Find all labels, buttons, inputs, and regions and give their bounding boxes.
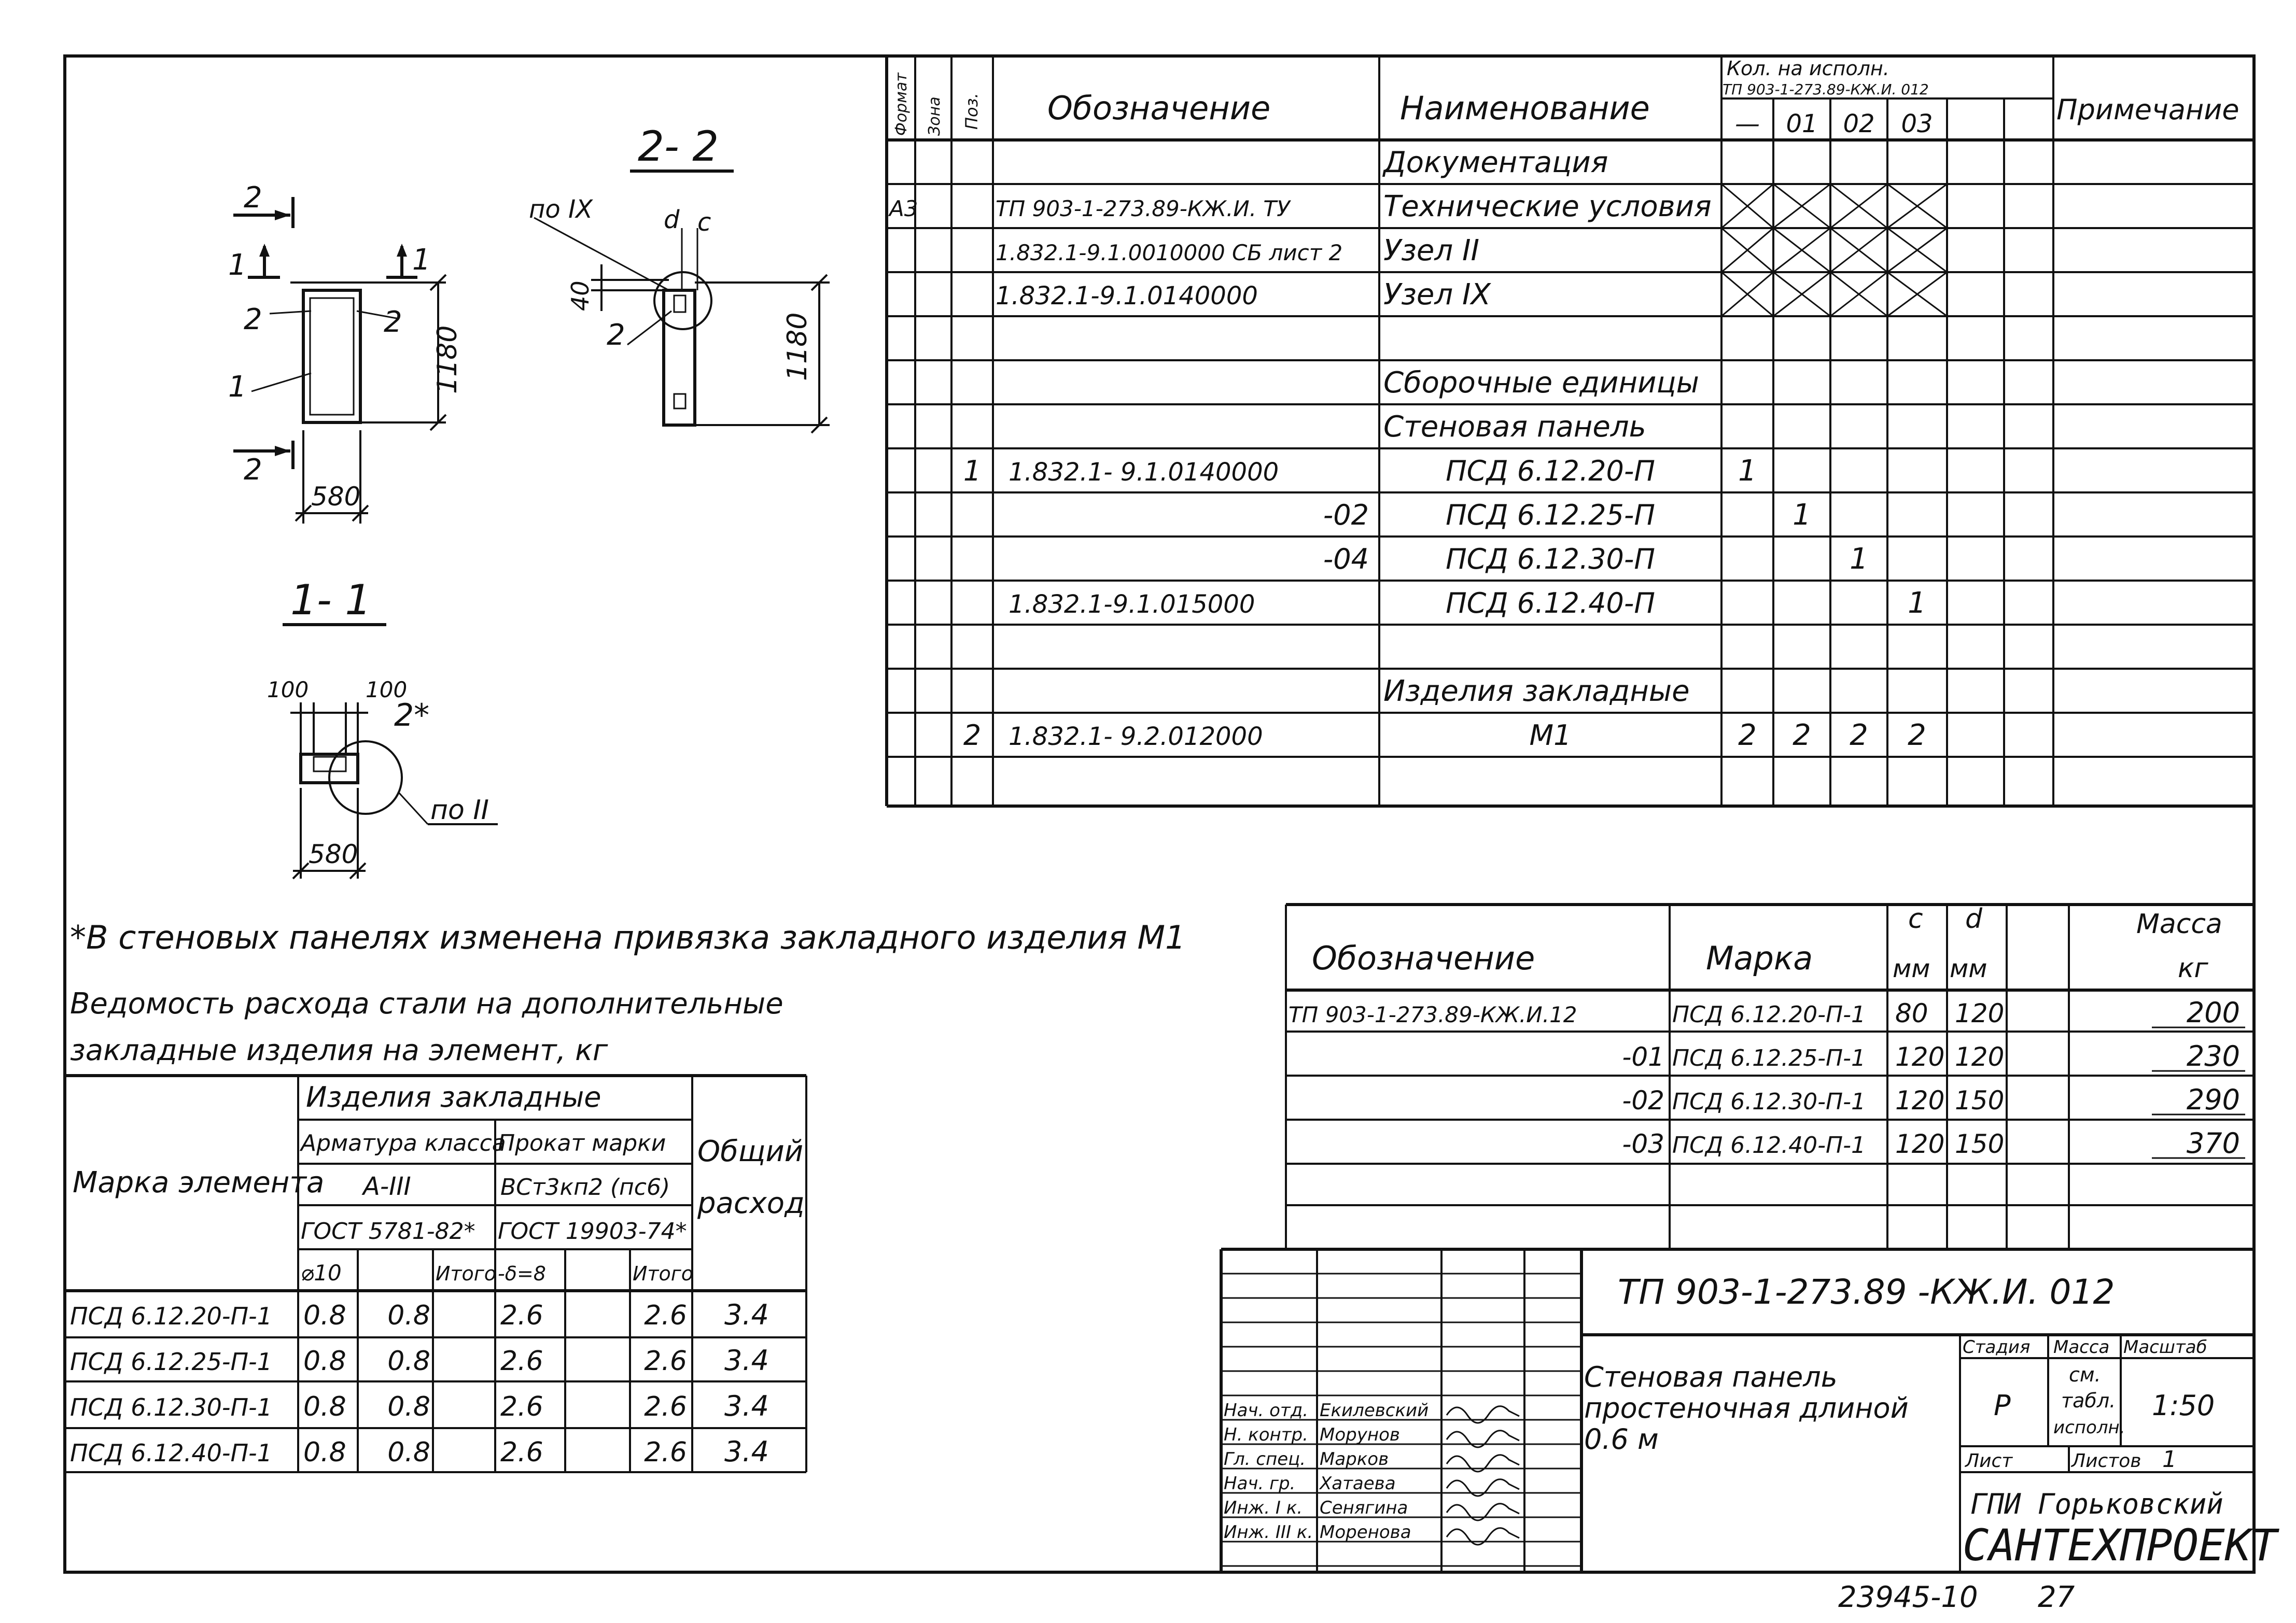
stamp-mass-2: табл. (2061, 1389, 2116, 1412)
section-2-2-title: 2- 2 (638, 122, 719, 171)
signer-role: Инж. I к. (1224, 1498, 1303, 1518)
steel-h-total-1: Итого (436, 1262, 497, 1285)
marks-row-d: 120 (1955, 998, 2005, 1028)
steel-row-sum: 3.4 (724, 1344, 769, 1377)
spec-row-name: Стеновая панель (1383, 410, 1646, 444)
steel-row-mark: ПСД 6.12.40-П-1 (70, 1439, 272, 1467)
steel-row-total-1: 0.8 (387, 1346, 430, 1377)
steel-row-sum: 3.4 (724, 1435, 769, 1468)
marker-2-bottom: 2 (244, 453, 262, 487)
steel-row-d8: 2.6 (500, 1300, 543, 1331)
marks-row-mark: ПСД 6.12.30-П-1 (1672, 1089, 1866, 1115)
signer-role: Нач. гр. (1224, 1473, 1296, 1494)
dim-1180-section: 1180 (782, 312, 813, 381)
marks-row-designation: -02 (1622, 1085, 1664, 1116)
marks-h-des: Обозначение (1312, 939, 1535, 977)
stamp-h-sheets: Листов (2071, 1450, 2141, 1472)
spec-row-name: Узел II (1383, 234, 1479, 267)
panel-front-view (228, 181, 463, 524)
stamp-h-scale: Масштаб (2123, 1337, 2207, 1358)
spec-row-qty: 2 (1908, 718, 1926, 752)
marks-h-c: c (1908, 904, 1923, 935)
spec-row-designation: -04 (1323, 543, 1369, 575)
spec-h-qty2: ТП 903-1-273.89-КЖ.И. 012 (1723, 81, 1929, 98)
signer-name: Сенягина (1320, 1498, 1408, 1518)
marks-row-mark: ПСД 6.12.25-П-1 (1672, 1045, 1866, 1071)
steel-h-rolled-gost: ГОСТ 19903-74* (498, 1218, 687, 1245)
steel-row-d10: 0.8 (303, 1300, 346, 1331)
spec-h-designation: Обозначение (1047, 89, 1271, 127)
dim-40: 40 (566, 280, 594, 311)
steel-h-rolled-grade: ВСт3кп2 (пс6) (500, 1174, 670, 1201)
steel-h-total-2: Итого (633, 1262, 694, 1285)
steel-title-1: Ведомость расхода стали на дополнительные (70, 987, 783, 1021)
steel-h-rebar: Арматура класса (301, 1130, 506, 1156)
steel-h-rebar-gost: ГОСТ 5781-82* (301, 1218, 475, 1245)
spec-row-name: Узел IX (1383, 278, 1491, 312)
marks-h-d-unit: мм (1950, 954, 1987, 983)
spec-row-qty: 1 (1908, 586, 1926, 620)
spec-row-designation: 1.832.1-9.1.0140000 (996, 281, 1258, 311)
stamp-org-2: САНТЕХПРОЕКТ (1963, 1520, 2277, 1571)
signer-name: Хатаева (1320, 1473, 1396, 1494)
signer-role: Инж. III к. (1224, 1522, 1313, 1543)
spec-row-name: Сборочные единицы (1383, 366, 1699, 400)
spec-h-zone: Зона (926, 96, 944, 136)
marks-h-d: d (1965, 904, 1983, 935)
signer-role: Гл. спец. (1224, 1449, 1306, 1470)
steel-title-2: закладные изделия на элемент, кг (70, 1034, 608, 1067)
steel-row-sum: 3.4 (724, 1299, 769, 1331)
marks-row-designation: ТП 903-1-273.89-КЖ.И.12 (1289, 1002, 1577, 1027)
spec-row-name: ПСД 6.12.25-П (1446, 499, 1655, 531)
marks-row-mass: 230 (2186, 1040, 2240, 1072)
callout-2-star: 2* (394, 697, 430, 733)
steel-row-d8: 2.6 (500, 1391, 543, 1422)
spec-row-qty: 2 (1738, 718, 1757, 752)
dim-580-front: 580 (311, 482, 361, 512)
footer-page-number: 27 (2038, 1580, 2075, 1614)
steel-row-d10: 0.8 (303, 1437, 346, 1468)
marks-h-mass-unit: кг (2178, 953, 2208, 984)
steel-row-d8: 2.6 (500, 1437, 543, 1468)
stamp-h-stage: Стадия (1963, 1337, 2031, 1358)
stamp-title-3: 0.6 м (1584, 1423, 1659, 1456)
spec-table (887, 56, 2254, 806)
stamp-scale: 1:50 (2152, 1389, 2215, 1422)
spec-h-format: Формат (892, 73, 911, 136)
spec-row-designation: 1.832.1- 9.2.012000 (1009, 722, 1263, 751)
steel-row-sum: 3.4 (724, 1390, 769, 1422)
dim-580-section: 580 (309, 839, 358, 869)
ref-ii-section: по II (430, 795, 489, 826)
spec-row-name: Документация (1383, 146, 1608, 179)
dim-1180-front: 1180 (432, 325, 463, 394)
marker-1-left: 1 (228, 248, 247, 282)
section-1-1-title: 1- 1 (290, 576, 372, 624)
dim-d: d (664, 205, 680, 234)
marks-table (1286, 904, 2254, 1249)
marks-row-mark: ПСД 6.12.20-П-1 (1672, 1001, 1866, 1028)
ref-ix-section: по IX (529, 195, 593, 224)
dim-100-right: 100 (366, 677, 408, 702)
spec-row-designation: -02 (1323, 499, 1369, 531)
title-block (1221, 1249, 2279, 1572)
stamp-mass-1: см. (2069, 1363, 2101, 1386)
signer-name: Моренова (1320, 1522, 1411, 1543)
steel-row-mark: ПСД 6.12.20-П-1 (70, 1302, 272, 1330)
steel-row-d10: 0.8 (303, 1391, 346, 1422)
steel-row-d10: 0.8 (303, 1346, 346, 1377)
steel-row-total-2: 2.6 (644, 1391, 687, 1422)
callout-1: 1 (228, 370, 247, 404)
signer-name: Морунов (1320, 1424, 1400, 1445)
spec-h-variant: 02 (1843, 109, 1875, 138)
section-1-1-view (267, 576, 498, 879)
spec-h-name: Наименование (1400, 89, 1650, 127)
steel-row-total-2: 2.6 (644, 1437, 687, 1468)
marks-h-c-unit: мм (1893, 954, 1930, 983)
marks-row-c: 120 (1895, 1129, 1945, 1159)
steel-row-total-1: 0.8 (387, 1300, 430, 1331)
steel-row-total-2: 2.6 (644, 1346, 687, 1377)
spec-row-designation: 1.832.1-9.1.015000 (1009, 590, 1255, 619)
callout-2-section: 2 (607, 318, 625, 352)
stamp-stage: Р (1994, 1389, 2011, 1422)
dim-c: c (697, 208, 711, 237)
spec-row-designation: 1.832.1-9.1.0010000 СБ лист 2 (996, 240, 1343, 265)
steel-h-rebar-cls: А-III (363, 1172, 411, 1201)
marks-row-mass: 370 (2186, 1127, 2240, 1160)
stamp-h-sheet: Лист (1965, 1450, 2013, 1472)
spec-h-variant: — (1735, 109, 1760, 138)
stamp-mass-3: исполн. (2053, 1417, 2125, 1438)
callout-2-right: 2 (384, 305, 402, 339)
spec-row-pos: 2 (963, 719, 982, 752)
marks-row-designation: -03 (1622, 1129, 1664, 1159)
spec-row-designation: 1.832.1- 9.1.0140000 (1009, 458, 1279, 487)
steel-table (65, 987, 806, 1472)
steel-row-mark: ПСД 6.12.30-П-1 (70, 1393, 272, 1421)
marks-row-c: 120 (1895, 1042, 1945, 1072)
steel-row-total-2: 2.6 (644, 1300, 687, 1331)
steel-h-rolled: Прокат марки (498, 1130, 666, 1156)
marks-row-mass: 200 (2186, 996, 2240, 1029)
spec-row-qty: 1 (1850, 542, 1868, 576)
marks-row-mark: ПСД 6.12.40-П-1 (1672, 1132, 1866, 1159)
spec-h-qty1: Кол. на исполн. (1727, 57, 1889, 80)
stamp-title-1: Стеновая панель (1584, 1361, 1838, 1393)
spec-row-name: Изделия закладные (1383, 674, 1690, 708)
spec-row-qty: 1 (1738, 454, 1757, 488)
marker-1-right: 1 (412, 243, 431, 277)
stamp-h-mass: Масса (2053, 1337, 2110, 1358)
marks-row-d: 120 (1955, 1042, 2005, 1072)
marks-row-c: 120 (1895, 1085, 1945, 1116)
spec-hatch (1721, 184, 1947, 316)
marks-h-mark: Марка (1706, 939, 1813, 977)
spec-row-pos: 1 (963, 455, 982, 487)
drawing-views (228, 122, 830, 879)
stamp-title-2: простеночная длиной (1584, 1392, 1909, 1424)
spec-row-qty: 2 (1793, 718, 1811, 752)
marks-row-d: 150 (1955, 1129, 2005, 1159)
spec-row-name: ПСД 6.12.30-П (1446, 543, 1655, 575)
dim-100-left: 100 (267, 677, 309, 702)
spec-h-variant: 01 (1786, 109, 1818, 138)
spec-row-name: ПСД 6.12.40-П (1446, 587, 1655, 619)
marks-row-d: 150 (1955, 1085, 2005, 1116)
footer-inventory-number: 23945-10 (1838, 1580, 1978, 1614)
marks-row-c: 80 (1895, 998, 1928, 1028)
steel-h-mark: Марка элемента (73, 1166, 325, 1199)
signer-role: Нач. отд. (1224, 1400, 1309, 1421)
steel-h-items: Изделия закладные (306, 1081, 601, 1113)
spec-row-name: М1 (1529, 719, 1572, 752)
spec-h-variant: 03 (1901, 109, 1933, 138)
spec-row-name: Технические условия (1383, 190, 1712, 223)
steel-h-d8: -δ=8 (498, 1262, 546, 1285)
note-star: *В стеновых панелях изменена привязка закладного изделия М1 (70, 919, 1186, 956)
spec-row-name: ПСД 6.12.20-П (1446, 455, 1655, 487)
signer-role: Н. контр. (1224, 1424, 1308, 1445)
marks-h-mass: Масса (2136, 909, 2222, 940)
stamp-org-1: ГПИ Горьковский (1970, 1488, 2223, 1520)
steel-row-total-1: 0.8 (387, 1437, 430, 1468)
spec-row-designation: ТП 903-1-273.89-КЖ.И. ТУ (996, 196, 1290, 221)
signer-name: Екилевский (1320, 1400, 1429, 1421)
steel-row-mark: ПСД 6.12.25-П-1 (70, 1348, 272, 1376)
stamp-sheets: 1 (2162, 1446, 2177, 1473)
spec-row-format: А3 (889, 196, 918, 221)
marks-row-mass: 290 (2186, 1083, 2240, 1116)
spec-row-qty: 1 (1793, 498, 1811, 532)
spec-row-qty: 2 (1850, 718, 1868, 752)
stamp-code: ТП 903-1-273.89 -КЖ.И. 012 (1618, 1272, 2115, 1312)
spec-h-remark: Примечание (2056, 93, 2239, 126)
section-2-2-view (529, 195, 830, 433)
signer-name: Марков (1320, 1449, 1389, 1470)
spec-h-pos: Поз. (962, 93, 982, 130)
steel-h-sum: Общий расход (697, 1135, 805, 1220)
marks-row-designation: -01 (1622, 1042, 1664, 1072)
steel-row-total-1: 0.8 (387, 1391, 430, 1422)
steel-row-d8: 2.6 (500, 1346, 543, 1377)
marker-2-top-left: 2 (244, 181, 262, 215)
callout-2-left: 2 (244, 303, 262, 336)
steel-h-d10: ⌀10 (301, 1260, 342, 1286)
